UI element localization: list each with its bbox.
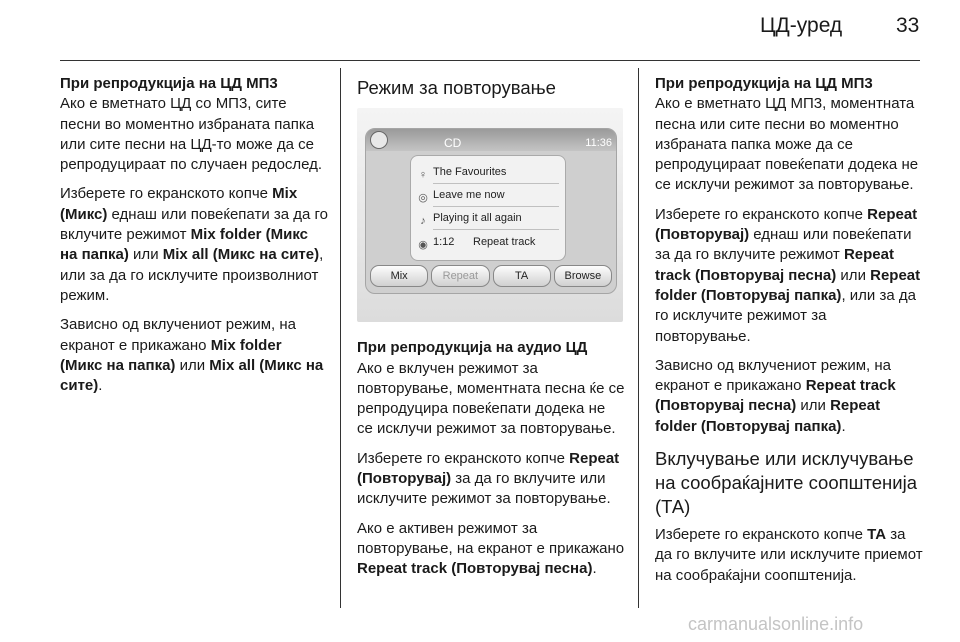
column-3 <box>655 74 923 595</box>
source-label: CD <box>444 136 462 151</box>
paragraph: Изберете го екранското копче TA за да го вклучите или исклучите приемот на сообраќајни соопштенија. <box>655 526 923 584</box>
page-number: 33 <box>896 14 920 37</box>
paragraph: Ако е активен режимот за повторување, на екранот е прикажано Repeat track (Повторувај песна). <box>357 519 625 578</box>
paragraph: Ако е вклучен режимот за повторување, моментната песна ќе се репродуцира повеќепати додека не се исклучи режимот за повторување. <box>357 359 625 438</box>
subheading-audio-cd: При репродукција на аудио ЦД <box>357 339 588 357</box>
subheading-mp3-cd: При репродукција на ЦД МП3 <box>60 75 278 92</box>
list-item: ♀ The Favourites <box>418 166 507 182</box>
mix-button[interactable]: Mix <box>370 265 428 287</box>
column-divider-1 <box>340 68 341 608</box>
section-title-repeat: Режим за повторување <box>357 77 556 98</box>
display-frame <box>365 128 617 294</box>
paragraph: Изберете го екранското копче Repeat (Повторувај) еднаш или повеќепати за да го вклучите режимот Repeat track (Повторувај песна) или Repeat folder (Повторувај папка), или за да го исклучите режимот за повторување. <box>655 205 921 345</box>
status-row: ◉ 1:12 Repeat track <box>418 236 536 252</box>
ta-button[interactable]: TA <box>493 265 551 287</box>
clock: 11:36 <box>585 137 612 150</box>
artist-icon: ♀ <box>418 169 428 182</box>
paragraph: Зависно од вклучениот режим, на екранот е прикажано Mix folder (Микс на папка) или Mix all (Микс на сите). <box>60 316 324 395</box>
paragraph: Ако е вметнато ЦД МП3, моментната песна или сите песни во моментно избраната папка може да се репродуцираат повеќепати додека не се исклучи режимот за повторување. <box>655 95 919 194</box>
display-top-bar <box>366 129 616 151</box>
header-divider <box>60 60 920 61</box>
track-list-panel <box>410 155 566 261</box>
cd-disc-icon: ◉ <box>418 239 428 252</box>
paragraph: Изберете го екранското копче Mix (Микс) еднаш или повеќепати за да го вклучите режимот Mix folder (Микс на папка) или Mix all (Микс на сите), или за да го исклучите произволниот режим. <box>60 185 328 304</box>
infotainment-screen-photo <box>357 108 623 322</box>
cd-icon <box>370 131 388 149</box>
paragraph: Зависно од вклучениот режим, на екранот е прикажано Repeat track (Повторувај песна) или Repeat folder (Повторувај папка). <box>655 356 896 435</box>
column-2 <box>357 78 625 589</box>
repeat-button[interactable]: Repeat <box>431 265 489 287</box>
column-divider-2 <box>638 68 639 608</box>
watermark: carmanualsonline.info <box>688 614 864 634</box>
column-1 <box>60 74 328 405</box>
music-note-icon: ♪ <box>420 215 426 228</box>
section-title-traffic: Вклучување или исклучување на сообраќајните соопштенија (ТА) <box>655 448 917 518</box>
list-item: ◎ Leave me now <box>418 189 505 205</box>
paragraph: Изберете го екранското копче Repeat (Повторувај) за да го вклучите или исклучите режимот за повторување. <box>357 449 620 508</box>
subheading-mp3-cd: При репродукција на ЦД МП3 <box>655 75 873 92</box>
album-icon: ◎ <box>418 192 428 205</box>
paragraph: Ако е вметнато ЦД со МП3, сите песни во моментно избраната папка или сите песни на ЦД-то може да се репродуцираат по случаен редослед. <box>60 95 323 174</box>
page-header-title: ЦД-уред <box>760 14 843 37</box>
list-item: ♪ Playing it all again <box>417 208 522 228</box>
screen-button-row <box>370 265 612 287</box>
browse-button[interactable]: Browse <box>554 265 612 287</box>
